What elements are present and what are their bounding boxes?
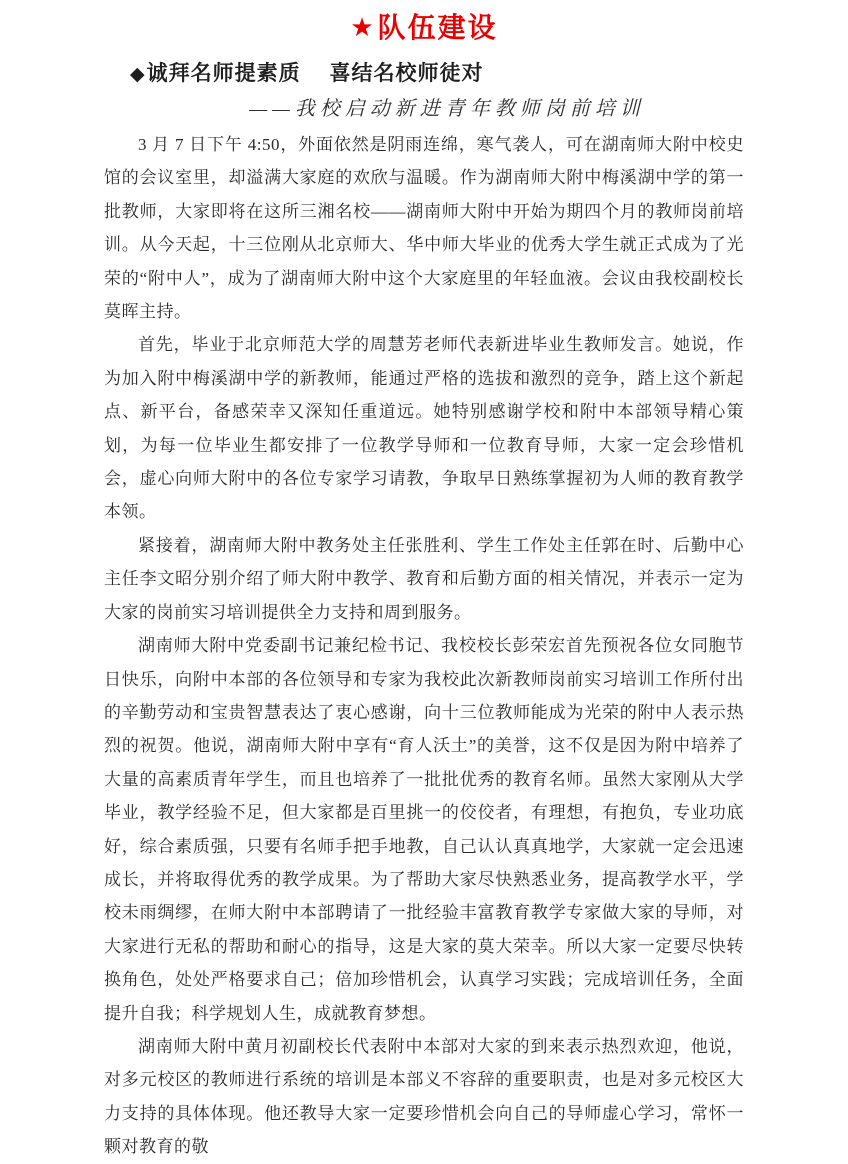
paragraph: 湖南师大附中党委副书记兼纪检书记、我校校长彭荣宏首先预祝各位女同胞节日快乐，向附中本部的各位领导和专家为我校此次新教师岗前实习培训工作所付出的辛勤劳动和宝贵智慧表达了衷心感谢，向十三位教师能成为光荣的附中人表示热烈的祝贺。他说，湖南师大附中享有“育人沃土”的美誉，这不仅是因为附中培养了大量的高素质青年学生，而且也培养了一批批优秀的教育名师。虽然大家刚从大学毕业，教学经验不足，但大家都是百里挑一的佼佼者，有理想，有抱负，专业功底好，综合素质强，只要有名师手把手地教，自己认认真真地学，大家就一定会迅速成长，并将取得优秀的教学成果。为了帮助大家尽快熟悉业务，提高教学水平，学校未雨绸缪，在师大附中本部聘请了一批经验丰富教育教学专家做大家的导师，对大家进行无私的帮助和耐心的指导，这是大家的莫大荣幸。所以大家一定要尽快转换角色，处处严格要求自己；倍加珍惜机会，认真学习实践；完成培训任务，全面提升自我；科学规划人生，成就教育梦想。 xyxy=(104,636,744,1023)
page-title-text: 队伍建设 xyxy=(377,12,498,43)
page-title xyxy=(104,10,744,45)
paragraph: 3 月 7 日下午 4:50，外面依然是阴雨连绵，寒气袭人，可在湖南师大附中校史馆的会议室里，却溢满大家庭的欢欣与温暖。作为湖南师大附中梅溪湖中学的第一批教师，大家即将在这所三湘名校——湖南师大附中开始为期四个月的教师岗前培训。从今天起，十三位刚从北京师大、华中师大毕业的优秀大学生就正式成为了光荣的“附中人”，成为了湖南师大附中这个大家庭里的年轻血液。会议由我校副校长莫晖主持。 xyxy=(104,135,744,322)
diamond-icon: ◆ xyxy=(130,64,146,85)
paragraph: 首先，毕业于北京师范大学的周慧芳老师代表新进毕业生教师发言。她说，作为加入附中梅溪湖中学的新教师，能通过严格的选拔和激烈的竞争，踏上这个新起点、新平台，备感荣幸又深知任重道远。她特别感谢学校和附中本部领导精心策划，为每一位毕业生都安排了一位教学导师和一位教育导师，大家一定会珍惜机会，虚心向师大附中的各位专家学习请教，争取早日熟练掌握初为人师的教育教学本领。 xyxy=(104,335,744,522)
article-headline-text: 诚拜名师提素质 喜结名校师徒对 xyxy=(146,62,484,85)
paragraph: 紧接着，湖南师大附中教务处主任张胜利、学生工作处主任郭在时、后勤中心主任李文昭分别介绍了师大附中教学、教育和后勤方面的相关情况，并表示一定为大家的岗前实习培训提供全力支持和周到服务。 xyxy=(104,535,744,622)
paragraph: 湖南师大附中黄月初副校长代表附中本部对大家的到来表示热烈欢迎，他说，对多元校区的教师进行系统的培训是本部义不容辞的重要职责，也是对多元校区大力支持的具体体现。他还教导大家一定要珍惜机会向自己的导师虚心学习，常怀一颗对教育的敬 xyxy=(104,1036,744,1157)
article-subheadline: ——我校启动新进青年教师岗前培训 xyxy=(249,98,645,120)
article-headline xyxy=(104,61,744,88)
article-body xyxy=(104,128,744,1164)
star-icon: ★ xyxy=(350,12,376,42)
